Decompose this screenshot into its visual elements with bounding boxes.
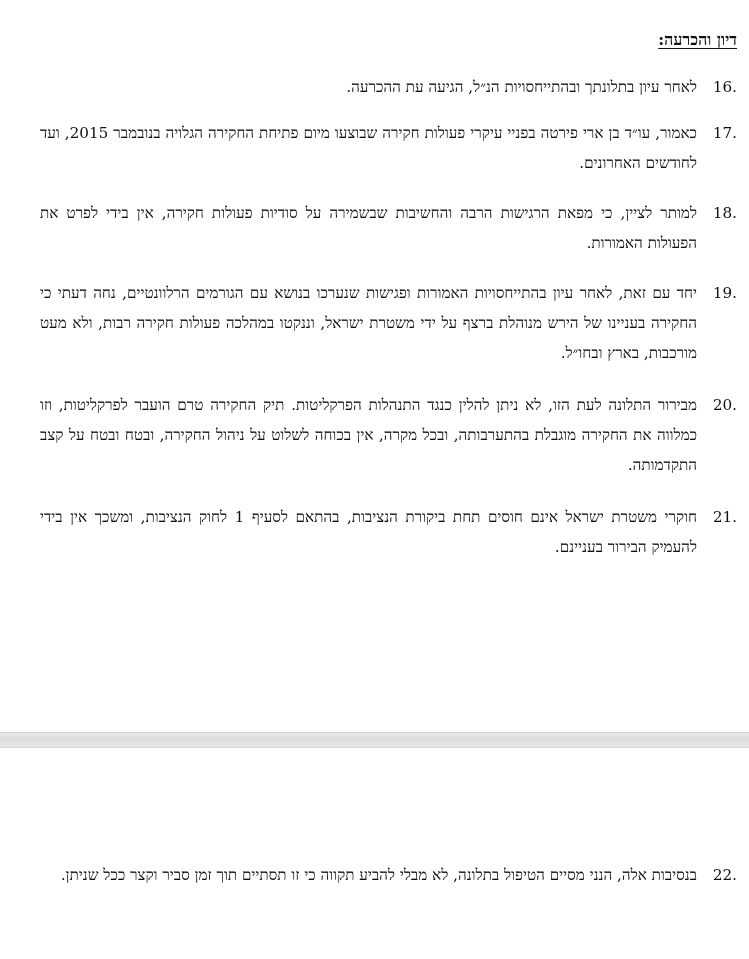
paragraph-number: 19. — [712, 284, 737, 302]
paragraph-17 — [40, 118, 737, 178]
paragraph-16 — [40, 72, 737, 102]
paragraph-19 — [40, 278, 737, 368]
paragraph-text: חוקרי משטרת ישראל אינם חוסים תחת ביקורת הנציבות, בהתאם לסעיף 1 לחוק הנציבות, ומשכך אין בידי להעמיק הבירור בעניינם. — [40, 508, 697, 556]
paragraph-text: בנסיבות אלה, הנני מסיים הטיפול בתלונה, לא מבלי להביע תקווה כי זו תסתיים תוך זמן סביר וקצר ככל שניתן. — [60, 866, 697, 884]
paragraph-20 — [40, 390, 737, 480]
paragraph-22 — [40, 860, 737, 890]
paragraph-text: לאחר עיון בתלונתך ובהתייחסויות הנ״ל, הגיעה עת ההכרעה. — [346, 78, 697, 96]
paragraph-text: מבירור התלונה לעת הזו, לא ניתן להלין כנגד התנהלות הפרקליטות. תיק החקירה טרם הועבר לפרקליטות, וזו כמלווה את החקירה מוגבלת בהתערבותה, ובכל מקרה, אין בכוחה לשלוט על ניהול החקירה, ובטח ובטח על קצב התקדמותה. — [40, 396, 697, 474]
page-break-divider — [0, 732, 749, 748]
paragraph-21 — [40, 502, 737, 562]
paragraph-text: יחד עם זאת, לאחר עיון בהתייחסויות האמורות ופגישות שנערכו בנושא עם הגורמים הרלוונטיים, נחה דעתי כי החקירה בעניינו של הירש מנוהלת ברצף על ידי משטרת ישראל, וננקטו במהלכה פעולות חקירה רבות, ולא מעט מורכבות, בארץ ובחו״ל. — [40, 284, 697, 362]
section-heading: דיון והכרעה: — [658, 30, 737, 49]
paragraph-number: 18. — [712, 204, 737, 222]
paragraph-18 — [40, 198, 737, 258]
paragraph-number: 17. — [712, 124, 737, 142]
paragraph-number: 21. — [712, 508, 737, 526]
paragraph-text: כאמור, עו״ד בן ארי פירטה בפניי עיקרי פעולות חקירה שבוצעו מיום פתיחת החקירה הגלויה בנובמבר 2015, ועד לחודשים האחרונים. — [40, 124, 697, 172]
document-page-2 — [0, 748, 749, 959]
paragraph-text: למותר לציין, כי מפאת הרגישות הרבה והחשיבות שבשמירה על סודיות פעולות חקירה, אין בידי לפרט את הפעולות האמורות. — [40, 204, 697, 252]
paragraph-number: 20. — [712, 396, 737, 414]
paragraph-number: 16. — [712, 78, 737, 96]
paragraph-number: 22. — [712, 866, 737, 884]
